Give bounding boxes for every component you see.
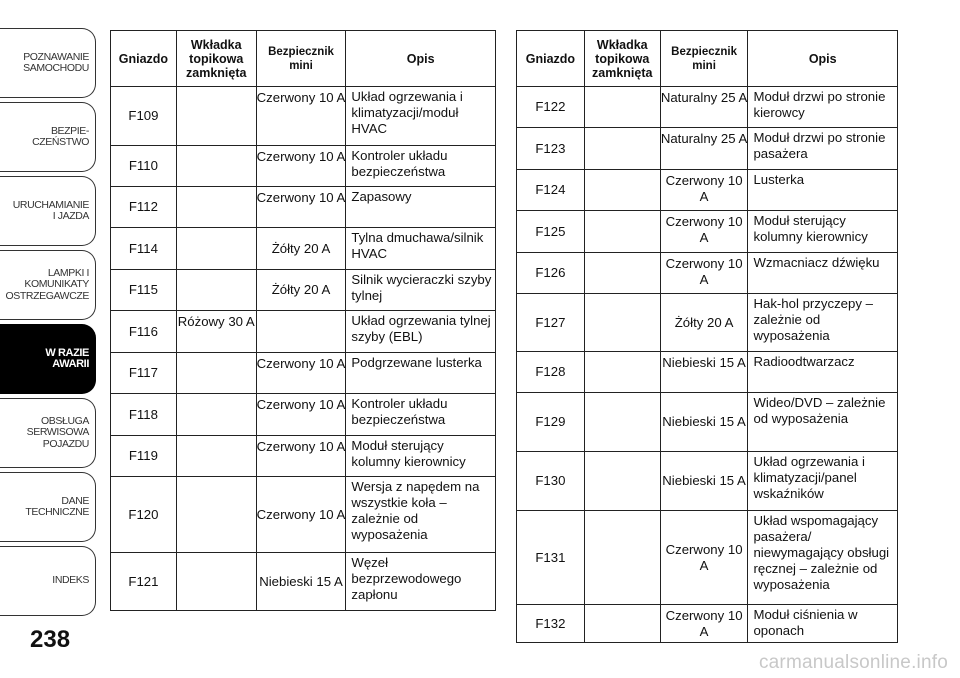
fuse-tab bbox=[176, 146, 256, 187]
table-row bbox=[111, 394, 496, 436]
sidebar-tab-poznawanie[interactable] bbox=[0, 28, 96, 98]
header-tab-fuse: Wkładka topikowa zamknięta bbox=[584, 31, 660, 87]
fuse-tab bbox=[584, 211, 660, 253]
table-header-row bbox=[517, 31, 898, 87]
fuse-description: Zapasowy bbox=[346, 187, 496, 228]
fuse-tab bbox=[584, 128, 660, 170]
fuse-tab bbox=[176, 228, 256, 270]
fuse-slot: F128 bbox=[517, 352, 585, 393]
table-row bbox=[517, 253, 898, 294]
header-description: Opis bbox=[748, 31, 898, 87]
table-row bbox=[111, 146, 496, 187]
fuse-tab bbox=[176, 436, 256, 477]
fuse-slot: F116 bbox=[111, 311, 177, 353]
fuse-description: Układ ogrzewania i klimatyzacji/panel wskaźników bbox=[748, 452, 898, 511]
page-number: 238 bbox=[30, 626, 71, 653]
table-row bbox=[111, 477, 496, 553]
fuse-mini: Czerwony 10 A bbox=[256, 436, 346, 477]
table-row bbox=[111, 353, 496, 394]
table-row bbox=[111, 436, 496, 477]
table-row bbox=[517, 605, 898, 643]
sidebar-tab-indeks[interactable] bbox=[0, 546, 96, 616]
fuse-slot: F110 bbox=[111, 146, 177, 187]
fuse-slot: F114 bbox=[111, 228, 177, 270]
table-row bbox=[517, 511, 898, 605]
watermark: carmanualsonline.info bbox=[758, 652, 948, 673]
fuse-description: Moduł sterujący kolumny kierownicy bbox=[346, 436, 496, 477]
header-description: Opis bbox=[346, 31, 496, 87]
table-row bbox=[517, 452, 898, 511]
fuse-tab bbox=[584, 352, 660, 393]
fuse-slot: F129 bbox=[517, 393, 585, 452]
header-slot: Gniazdo bbox=[111, 31, 177, 87]
sidebar-tab-label: INDEKS bbox=[52, 574, 89, 587]
sidebar-tab-label: URUCHAMIANIE I JAZDA bbox=[12, 198, 89, 222]
fuse-table-left bbox=[110, 30, 496, 611]
fuse-description: Układ ogrzewania tylnej szyby (EBL) bbox=[346, 311, 496, 353]
sidebar-tab-label: LAMPKI I KOMUNIKATY OSTRZEGAWCZE bbox=[5, 266, 89, 302]
fuse-tab bbox=[176, 270, 256, 311]
fuse-tab bbox=[176, 353, 256, 394]
fuse-slot: F112 bbox=[111, 187, 177, 228]
fuse-tab bbox=[584, 605, 660, 643]
fuse-mini: Naturalny 25 A bbox=[660, 128, 748, 170]
fuse-description: Lusterka bbox=[748, 170, 898, 211]
fuse-tab bbox=[176, 394, 256, 436]
table-row bbox=[517, 211, 898, 253]
header-mini-fuse: Bezpiecznik mini bbox=[660, 31, 748, 87]
fuse-tab bbox=[176, 87, 256, 146]
fuse-description: Kontroler układu bezpieczeństwa bbox=[346, 146, 496, 187]
fuse-tab bbox=[584, 452, 660, 511]
fuse-slot: F125 bbox=[517, 211, 585, 253]
fuse-slot: F124 bbox=[517, 170, 585, 211]
table-row bbox=[517, 294, 898, 352]
fuse-mini: Czerwony 10 A bbox=[256, 187, 346, 228]
fuse-mini: Czerwony 10 A bbox=[660, 170, 748, 211]
fuse-description: Moduł drzwi po stronie pasażera bbox=[748, 128, 898, 170]
fuse-description: Układ wspomagający pasażera/ niewymagający obsługi ręcznej – zależnie od wyposażenia bbox=[748, 511, 898, 605]
sidebar-tab-dane-techniczne[interactable] bbox=[0, 472, 96, 542]
sidebar-tab-label: W RAZIE AWARII bbox=[45, 346, 89, 370]
sidebar-tab-label: OBSŁUGA SERWISOWA POJAZDU bbox=[26, 414, 89, 450]
fuse-mini: Żółty 20 A bbox=[256, 270, 346, 311]
fuse-description: Wideo/DVD – zależnie od wyposażenia bbox=[748, 393, 898, 452]
fuse-description: Moduł drzwi po stronie kierowcy bbox=[748, 87, 898, 128]
fuse-description: Układ ogrzewania i klimatyzacji/moduł HVAC bbox=[346, 87, 496, 146]
fuse-tab bbox=[584, 253, 660, 294]
fuse-mini bbox=[256, 311, 346, 353]
header-tab-fuse: Wkładka topikowa zamknięta bbox=[176, 31, 256, 87]
table-row bbox=[517, 352, 898, 393]
sidebar-tab-label: POZNAWANIE SAMOCHODU bbox=[23, 50, 89, 74]
fuse-mini: Niebieski 15 A bbox=[660, 352, 748, 393]
fuse-tab bbox=[176, 553, 256, 611]
fuse-tab bbox=[584, 393, 660, 452]
fuse-tab bbox=[584, 170, 660, 211]
table-header-row bbox=[111, 31, 496, 87]
sidebar-tab-bezpieczenstwo[interactable] bbox=[0, 102, 96, 172]
fuse-tab bbox=[176, 187, 256, 228]
fuse-slot: F120 bbox=[111, 477, 177, 553]
fuse-description: Wzmacniacz dźwięku bbox=[748, 253, 898, 294]
fuse-description: Moduł ciśnienia w oponach bbox=[748, 605, 898, 643]
fuse-mini: Niebieski 15 A bbox=[256, 553, 346, 611]
table-row bbox=[111, 311, 496, 353]
sidebar-tab-label: BEZPIE- CZEŃSTWO bbox=[32, 124, 89, 148]
fuse-mini: Czerwony 10 A bbox=[256, 477, 346, 553]
fuse-mini: Żółty 20 A bbox=[660, 294, 748, 352]
fuse-tab bbox=[176, 477, 256, 553]
fuse-slot: F117 bbox=[111, 353, 177, 394]
fuse-mini: Czerwony 10 A bbox=[256, 87, 346, 146]
fuse-mini: Czerwony 10 A bbox=[660, 253, 748, 294]
fuse-description: Moduł sterujący kolumny kierownicy bbox=[748, 211, 898, 253]
fuse-tab bbox=[584, 294, 660, 352]
fuse-slot: F126 bbox=[517, 253, 585, 294]
fuse-description: Hak-hol przyczepy – zależnie od wyposażenia bbox=[748, 294, 898, 352]
fuse-mini: Czerwony 10 A bbox=[660, 605, 748, 643]
table-row bbox=[517, 87, 898, 128]
fuse-slot: F118 bbox=[111, 394, 177, 436]
fuse-tab: Różowy 30 A bbox=[176, 311, 256, 353]
fuse-slot: F131 bbox=[517, 511, 585, 605]
fuse-tab bbox=[584, 511, 660, 605]
fuse-mini: Czerwony 10 A bbox=[660, 511, 748, 605]
sidebar-tab-label: DANE TECHNICZNE bbox=[25, 494, 89, 518]
fuse-description: Tylna dmuchawa/silnik HVAC bbox=[346, 228, 496, 270]
header-slot: Gniazdo bbox=[517, 31, 585, 87]
sidebar-tab-uruchamianie[interactable] bbox=[0, 176, 96, 246]
fuse-description: Podgrzewane lusterka bbox=[346, 353, 496, 394]
sidebar-tab-lampki[interactable] bbox=[0, 250, 96, 320]
fuse-description: Silnik wycieraczki szyby tylnej bbox=[346, 270, 496, 311]
fuse-tab bbox=[584, 87, 660, 128]
fuse-mini: Niebieski 15 A bbox=[660, 393, 748, 452]
fuse-table-right bbox=[516, 30, 898, 643]
table-row bbox=[111, 553, 496, 611]
fuse-mini: Niebieski 15 A bbox=[660, 452, 748, 511]
table-row bbox=[111, 228, 496, 270]
fuse-slot: F109 bbox=[111, 87, 177, 146]
fuse-mini: Czerwony 10 A bbox=[256, 146, 346, 187]
fuse-mini: Czerwony 10 A bbox=[660, 211, 748, 253]
fuse-mini: Naturalny 25 A bbox=[660, 87, 748, 128]
fuse-description: Radioodtwarzacz bbox=[748, 352, 898, 393]
fuse-slot: F121 bbox=[111, 553, 177, 611]
table-row bbox=[111, 87, 496, 146]
fuse-slot: F130 bbox=[517, 452, 585, 511]
fuse-slot: F123 bbox=[517, 128, 585, 170]
fuse-slot: F122 bbox=[517, 87, 585, 128]
fuse-slot: F119 bbox=[111, 436, 177, 477]
fuse-slot: F127 bbox=[517, 294, 585, 352]
fuse-slot: F132 bbox=[517, 605, 585, 643]
fuse-mini: Czerwony 10 A bbox=[256, 353, 346, 394]
fuse-mini: Czerwony 10 A bbox=[256, 394, 346, 436]
fuse-slot: F115 bbox=[111, 270, 177, 311]
header-mini-fuse: Bezpiecznik mini bbox=[256, 31, 346, 87]
table-row bbox=[111, 270, 496, 311]
fuse-description: Kontroler układu bezpieczeństwa bbox=[346, 394, 496, 436]
table-row bbox=[517, 128, 898, 170]
table-row bbox=[111, 187, 496, 228]
sidebar-tab-obsluga[interactable] bbox=[0, 398, 96, 468]
sidebar-tab-w-razie-awarii[interactable] bbox=[0, 324, 96, 394]
fuse-description: Wersja z napędem na wszystkie koła – zależnie od wyposażenia bbox=[346, 477, 496, 553]
fuse-mini: Żółty 20 A bbox=[256, 228, 346, 270]
table-row bbox=[517, 393, 898, 452]
table-row bbox=[517, 170, 898, 211]
fuse-description: Węzeł bezprzewodowego zapłonu bbox=[346, 553, 496, 611]
